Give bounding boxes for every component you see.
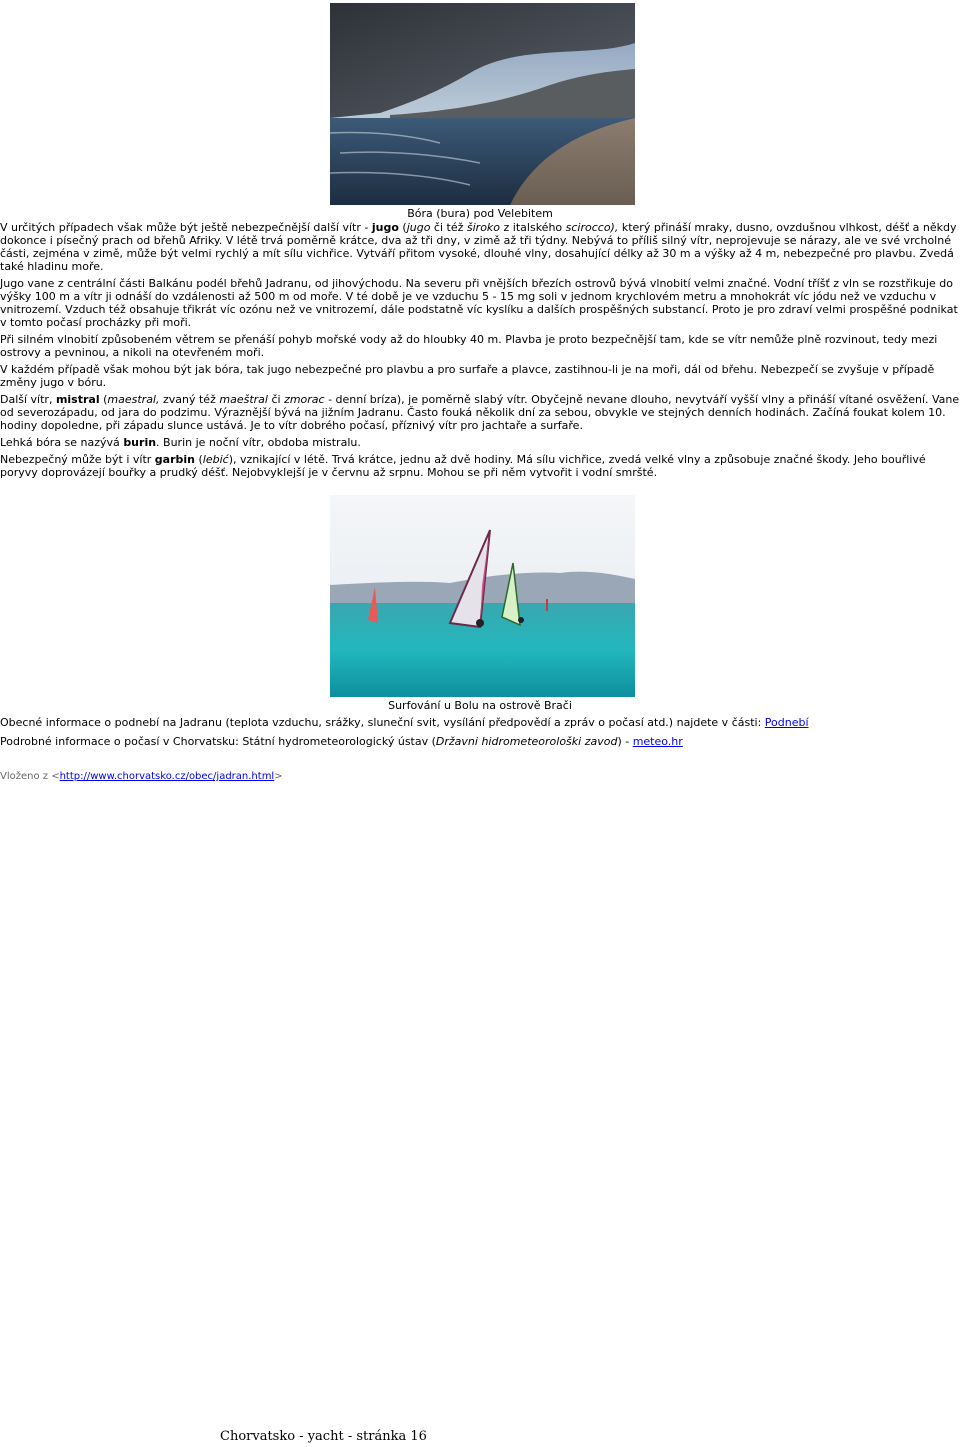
weather-info-italic: Državni hidrometeorološki zavod	[435, 735, 618, 748]
paragraph	[0, 221, 960, 273]
weather-info-text-after: ) -	[617, 735, 633, 748]
italic-term: scirocco),	[565, 221, 619, 234]
paragraph-text: (	[398, 221, 407, 234]
windsurf-photo	[330, 495, 635, 697]
paragraph-text: který přináší mraky, dusno, ovzdušnou vlhkost, déšť a někdy dokonce i písečný prach od břehů Afriky. V létě trvá poměrně krátce, dva až tři dny, v zimě až tři týdny. Nebývá to příliš silný vítr, neprojevuje se nárazy, ale ve své vrcholné části, zejména v zimě, může být velmi rychlý a mít sílu vichřice. Vytváří přitom vysoké, dlouhé vlny, dosahující délky až 30 m a výšky až 4 m, nebezpečné pro plavbu. Zvedá také hladinu moře.	[0, 221, 957, 273]
windsurf-photo-image	[330, 495, 635, 697]
bold-term: jugo	[371, 221, 399, 234]
paragraph	[0, 333, 960, 359]
bora-photo	[330, 3, 635, 205]
paragraph	[0, 453, 960, 479]
paragraph-text: (	[194, 453, 203, 466]
paragraph-text: z italského	[500, 221, 566, 234]
paragraph	[0, 436, 960, 449]
bora-photo-image	[330, 3, 635, 205]
paragraph-text: Lehká bóra se nazývá	[0, 436, 124, 449]
paragraph-text: či též	[430, 221, 467, 234]
paragraph-text: . Burin je noční vítr, obdoba mistralu.	[156, 436, 361, 449]
italic-term: jugo	[406, 221, 431, 234]
bold-term: mistral	[55, 393, 100, 406]
climate-link[interactable]: Podnebí	[764, 716, 809, 729]
source-prefix: Vloženo z <	[0, 771, 60, 782]
italic-term: maestral,	[107, 393, 160, 406]
page-footer: Chorvatsko - yacht - stránka 16	[220, 1429, 427, 1444]
windsurf-photo-caption: Surfování u Bolu na ostrově Brači	[388, 699, 572, 712]
bold-term: garbin	[154, 453, 195, 466]
paragraph-text: - denní bríza), je poměrně slabý vítr. Obyčejně nevane dlouho, nevytváří vyšší vlny a přináší vítané osvěžení. Vane od severozápadu, od jara do podzimu. Výraznější bývá na jižním Jadranu. Často fouká několik dní za sebou, obvykle ve stejných denních hodinách. Začíná foukat kolem 10. hodiny dopoledne, při západu slunce ustává. Je to vítr dobrého počasí, příznivý vítr pro jachtaře a surfaře.	[0, 393, 960, 432]
italic-term: široko	[466, 221, 501, 234]
paragraph-text: V určitých případech však může být ještě nebezpečnější další vítr -	[0, 221, 372, 234]
climate-info	[0, 716, 960, 729]
bora-photo-caption: Bóra (bura) pod Velebitem	[407, 207, 553, 220]
meteo-link[interactable]: meteo.hr	[632, 735, 683, 748]
paragraph-text: V každém případě však mohou být jak bóra, tak jugo nebezpečné pro plavbu a pro surfaře a plavce, zastihnou-li je na moři, dál od břehu. Nebezpečí se zvyšuje v případě změny jugo v bóru.	[0, 363, 935, 389]
paragraph-text: (	[99, 393, 108, 406]
source-link[interactable]: http://www.chorvatsko.cz/obec/jadran.html	[59, 771, 275, 782]
bold-term: burin	[123, 436, 157, 449]
italic-term: maeštral	[219, 393, 268, 406]
paragraph	[0, 277, 960, 329]
paragraph	[0, 363, 960, 389]
italic-term: lebić	[202, 453, 229, 466]
info-block	[0, 716, 960, 754]
italic-term: zmorac	[284, 393, 325, 406]
weather-info	[0, 735, 960, 748]
weather-info-text: Podrobné informace o počasí v Chorvatsku: Státní hydrometeorologický ústav (	[0, 735, 436, 748]
paragraph	[0, 393, 960, 432]
paragraph-text: zvaný též	[159, 393, 220, 406]
paragraph-text: ), vznikající v létě. Trvá krátce, jednu až dvě hodiny. Má sílu vichřice, zvedá velké vlny a způsobuje značné škody. Jeho bouřlivé poryvy doprovázejí bouřky a prudký déšť. Nejobvyklejší je v červnu až srpnu. Mohou se při něm vytvořit i vodní smršté.	[0, 453, 926, 479]
article-body	[0, 221, 960, 483]
source-suffix: >	[274, 771, 283, 782]
paragraph-text: Další vítr,	[0, 393, 56, 406]
paragraph-text: Při silném vlnobití způsobeném větrem se přenáší pohyb mořské vody až do hloubky 40 m. Plavba je proto bezpečnější tam, kde se vítr nemůže plně rozvinout, tedy mezi ostrovy a pevninou, a nikoli na otevřeném moři.	[0, 333, 938, 359]
paragraph-text: Nebezpečný může být i vítr	[0, 453, 155, 466]
source-line	[0, 771, 283, 782]
paragraph-text: či	[267, 393, 285, 406]
climate-info-text: Obecné informace o podnebí na Jadranu (teplota vzduchu, srážky, sluneční svit, vysílání předpovědí a zpráv o počasí atd.) najdete v části:	[0, 716, 765, 729]
paragraph-text: Jugo vane z centrální části Balkánu podél břehů Jadranu, od jihovýchodu. Na severu při vnějších březích ostrovů bývá vlnobití velmi značné. Vodní tříšť z vln se rozstřikuje do výšky 100 m a vítr ji odnáší do vzdálenosti až 500 m od moře. V té době je ve vzduchu 5 - 15 mg soli v jednom krychlovém metru a mnohokrát víc jódu než ve vzduchu v vnitrozemí. Vzduch též obsahuje třikrát víc ozónu než ve vnitrozemí, dále podstatně víc kyslíku a dalších prospěšných substancí. Proto je pro zdraví velmi prospěšné podnikat v tomto počasí procházky při moři.	[0, 277, 958, 329]
